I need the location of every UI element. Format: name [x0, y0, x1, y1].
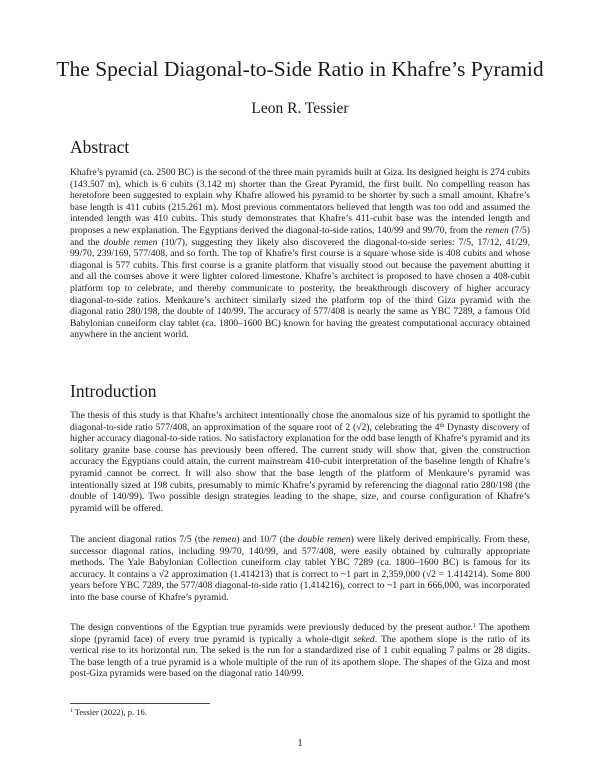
intro-paragraph-2 — [70, 534, 530, 604]
paper-title: The Special Diagonal-to-Side Ratio in Khafre’s Pyramid — [56, 57, 544, 81]
footnote — [70, 707, 147, 718]
intro-text-part: The ancient diagonal ratios 7/5 (the — [70, 534, 213, 545]
abstract-text-part: (10/7), suggesting they likely also discovered the diagonal-to-side series: 7/5, 17/12, 41/29, 99/70, 239/169, 577/408, and so forth. The top of Khafre’s first course is a square whose side is 408 cubits and whose diagonal is 577 cubits. This first course is a granite platform that visually stood out because the pavement abutting it and all the courses above it were lighter colored limestone. Khafre’s architect is proposed to have chosen a 408-cubit platform top to celebrate, and thereby communicate to posterity, the breakthrough discovery of higher accuracy diagonal-to-side ratios. Menkaure’s architect similarly sized the platform top of the third Giza pyramid with the diagonal ratio 280/198, the double of 140/99. The accuracy of 577/408 is nearly the same as YBC 7289, a famous Old Babylonian cuneiform clay tablet (ca. 1800–1600 BC) known for having the greatest computational accuracy obtained anywhere in the ancient world. — [70, 236, 530, 341]
intro-text-part: The apothem slope (pyramid face) of every true pyramid is typically a whole-digit — [70, 622, 531, 645]
author-name: Leon R. Tessier — [251, 100, 349, 117]
footnote-divider — [70, 703, 210, 704]
abstract-text-part: Khafre’s pyramid (ca. 2500 BC) is the second of the three main pyramids built at Giza. Its designed height is 274 cubits (143.507 m), which is 6 cubits (3.142 m) shorter than the Great Pyramid, the first built. No compelling reason has heretofore been suggested to explain why Khafre allowed his pyramid to be shorter by such a small amount. Khafre’s base length is 411 cubits (215.261 m). Most previous commentators believed that length was too odd and assumed the intended length was 410 cubits. This study demonstrates that Khafre’s 411-cubit base was the intended length and proposes a new explanation. The Egyptians derived the diagonal-to-side ratios, 140/99 and 99/70, from the — [70, 167, 530, 236]
intro-text-part: ) were likely derived empirically. From these, successor diagonal ratios, including 99/70, 140/99, and 577/408, were easily obtained by culturally appropriate methods. The Yale Babylonian Collection cuneiform clay tablet YBC 7289 (ca. 1800–1600 BC) is famous for its accuracy. It contains a √2 approximation (1.414213) that is correct to ~1 part in 2,359,000 (√2 = 1.414214). Some 800 years before YBC 7289, the 577/408 diagonal-to-side ratio (1.414216), correct to ~1 part in 666,000, was incorporated into the base course of Khafre’s pyramid. — [70, 534, 530, 603]
abstract-text-part: (7/5) and the — [70, 224, 530, 248]
abstract-paragraph — [70, 167, 530, 341]
remen-term: remen — [212, 534, 237, 545]
introduction-heading: Introduction — [70, 381, 157, 401]
intro-paragraph-1 — [70, 410, 530, 514]
double-remen-term: double remen — [297, 534, 351, 545]
footnote-marker: 1 — [70, 708, 73, 714]
footnote-text: Tessier (2022), p. 16. — [72, 707, 147, 717]
ordinal-superscript: th — [439, 422, 445, 429]
page-number: 1 — [297, 737, 303, 749]
intro-paragraph-3 — [70, 622, 530, 680]
intro-text-part: The thesis of this study is that Khafre’s architect intentionally chose the anomalous size of his pyramid to spotlight the diagonal-to-side ratio 577/408, an approximation of the square root of 2 (√2), celebrating the 4 — [70, 410, 530, 433]
intro-text-part: Dynasty discovery of higher accuracy diagonal-to-side ratios. No satisfactory explanation for the odd base length of Khafre’s pyramid and its solitary granite base course has previously been offered. The current study will show that, given the construction accuracy the Egyptians could attain, the current mainstream 410-cubit interpretation of the baseline length of Khafre’s pyramid cannot be correct. It will also show that the base length of the platform of Menkaure’s pyramid was intentionally sized at 198 cubits, presumably to mimic Khafre’s pyramid by referencing the diagonal ratio 280/198 (the double of 140/99). Two possible design strategies leading to the shape, size, and course configuration of Khafre’s pyramid will be offered. — [70, 421, 530, 514]
intro-text-part: ) and 10/7 (the — [236, 534, 298, 545]
abstract-double-remen-term: double remen — [103, 236, 158, 248]
seked-term: seked — [353, 633, 375, 645]
abstract-remen-term: remen — [485, 224, 509, 236]
intro-text-part: The design conventions of the Egyptian true pyramids were previously deduced by the present author. — [70, 622, 473, 633]
abstract-heading: Abstract — [70, 137, 130, 157]
footnote-reference[interactable]: 1 — [472, 623, 476, 629]
intro-text-part: . The apothem slope is the ratio of its vertical rise to its horizontal run. The seked is the run for a standardized rise of 1 cubit equaling 7 palms or 28 digits. The base length of a true pyramid is a whole multiple of the run of its apothem slope. The shapes of the Giza and most post-Giza pyramids were based on the diagonal ratio 140/99. — [70, 633, 531, 680]
